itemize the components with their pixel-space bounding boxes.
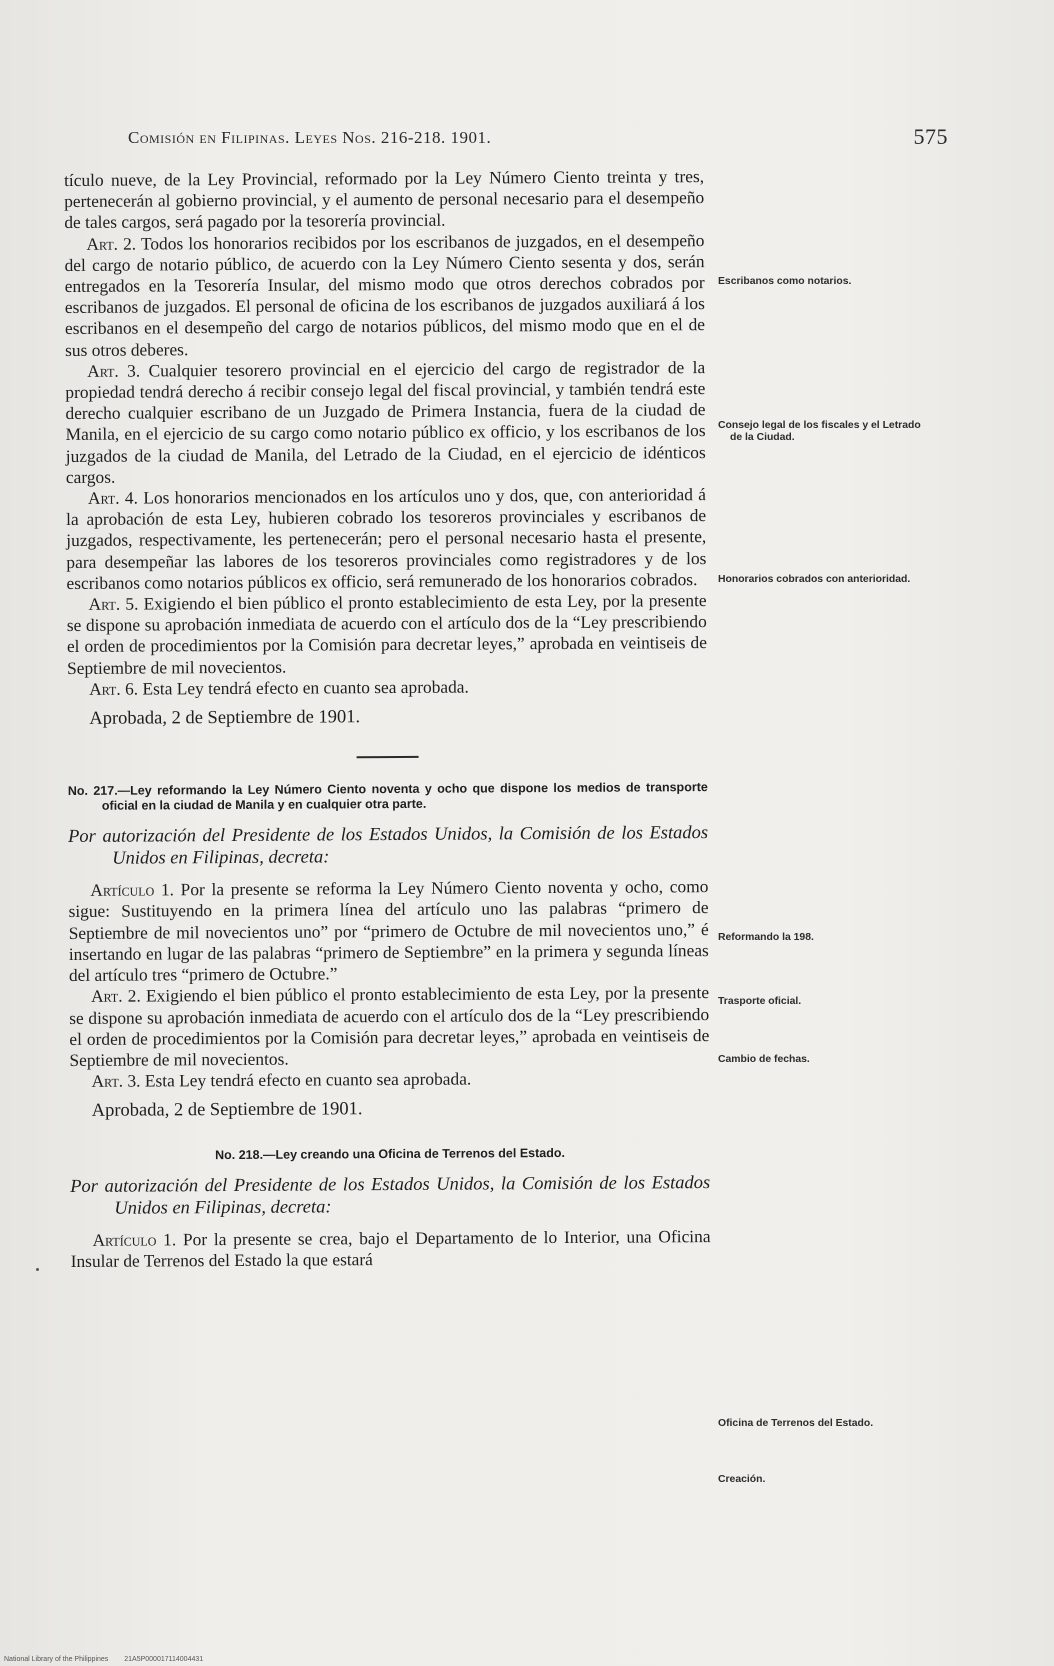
law216-art4 [66, 484, 707, 594]
law217-art2 [69, 982, 710, 1071]
law217-art1 [68, 876, 709, 986]
law218-heading: No. 218.—Ley creando una Oficina de Terrenos del Estado. [215, 1145, 565, 1162]
library-credit: National Library of the Philippines [4, 1656, 109, 1663]
margin-note: Escribanos como notarios. [718, 276, 852, 287]
law216-art6 [67, 675, 707, 700]
article-label: Artículo 1. [90, 879, 175, 901]
article-text: Por la presente se reforma la Ley Número Ciento noventa y ocho, como sigue: Sustituyendo en la primera línea del artículo uno las palabras “primero de Septiembre de mil novecientos uno” por “primero de Octubre de mil novecientos uno,” é insertando en lugar de las palabras “primero de Septiembre” en la primera y segunda líneas del artículo tres “primero de Octubre.” [68, 876, 709, 986]
page-number: 575 [913, 124, 948, 149]
law216-continuation: tículo nueve, de la Ley Provincial, reformado por la Ley Número Ciento treinta y tres, pertenecerán al gobierno provincial, y el aumento de personal necesario para el desempeño de tales cargos, será pagado por la tesorería provincial. [64, 166, 705, 233]
article-label: Art. 3. [87, 360, 141, 381]
law216-approved: Aprobada, 2 de Septiembre de 1901. [89, 707, 361, 729]
margin-note: Trasporte oficial. [718, 996, 802, 1007]
article-text: Los honorarios mencionados en los artículos uno y dos, que, con anterioridad á la aprobación de esta Ley, hubieren cobrado los tesoreros provinciales y escribanos de juzgados, respectivamente, les pertenecerán; pero el personal necesario hasta el presente, para desempeñar las labores de los tesoreros provinciales como registradores y de los escribanos como notarios públicos ex officio, será remunerado de los honorarios cobrados. [66, 484, 707, 593]
article-text: Cualquier tesorero provincial en el ejercicio del cargo de registrador de la propiedad tendrá derecho á recibir consejo legal del fiscal provincial, y también tendrá este derecho cualquier escribano de un Juzgado de Primera Instancia, fuera de la ciudad de Manila, en el ejercicio de su cargo como notario público ex officio, y los escribanos de los juzgados de la ciudad de Manila, del Letrado de la Ciudad, en el ejercicio de idénticos cargos. [65, 356, 706, 487]
law218-art1 [70, 1226, 710, 1272]
law217-art3 [70, 1067, 710, 1092]
article-label: Art. 2. [90, 985, 141, 1007]
margin-note: Creación. [718, 1474, 766, 1485]
law216-art2 [64, 230, 705, 361]
article-label: Art. 4. [87, 487, 138, 508]
article-text: Exigiendo el bien público el pronto establecimiento de esta Ley, por la presente se dispone su aprobación inmediata de acuerdo con el artículo dos de la “Ley prescribiendo el orden de procedimientos por la Comisión para decretar leyes,” aprobada en veintiseis de Septiembre de mil novecientos. [66, 590, 707, 678]
margin-note: Oficina de Terrenos del Estado. [718, 1418, 874, 1429]
law216-art5 [67, 590, 708, 679]
law217-authority: Por autorización del Presidente de los Estados Unidos, la Comisión de los Estados Unidos en Filipinas, decreta: [68, 823, 709, 869]
article-label: Art. 5. [88, 593, 139, 614]
section-divider [357, 756, 419, 758]
scan-footer [4, 1656, 217, 1663]
margin-note: Cambio de fechas. [718, 1054, 810, 1065]
main-text [64, 166, 711, 1272]
article-label: Art. 3. [91, 1070, 141, 1091]
article-text: Exigiendo el bien público el pronto establecimiento de esta Ley, por la presente se dispone su aprobación inmediata de acuerdo con el artículo dos de la “Ley prescribiendo el orden de procedimientos por la Comisión para decretar leyes,” aprobada en veintiseis de Septiembre de mil novecientos. [69, 982, 710, 1070]
article-text: Todos los honorarios recibidos por los escribanos de juzgados, en el desempeño del cargo de notario público, de acuerdo con la Ley Número Ciento sesenta y dos, serán entregados en la Tesorería Insular, del mismo modo que otros derechos cobrados por escribanos de juzgados. El personal de oficina de los escribanos de juzgados auxiliará á los escribanos en el desempeño del cargo de notarios públicos, del mismo modo que en el de sus otros deberes. [64, 229, 706, 360]
article-label: Art. 6. [89, 678, 139, 699]
law217-heading: No. 217.—Ley reformando la Ley Número Ciento noventa y ocho que dispone los medios de transporte oficial en la ciudad de Manila y en cualquier otra parte. [67, 780, 708, 814]
page-header [128, 124, 948, 154]
scan-code: 21A5P000017114004431 [124, 1656, 204, 1663]
article-label: Artículo 1. [92, 1228, 177, 1250]
article-text: Esta Ley tendrá efecto en cuanto sea aprobada. [142, 676, 469, 699]
margin-note: Reformando la 198. [718, 932, 814, 943]
margin-note: Honorarios cobrados con anterioridad. [718, 574, 911, 585]
law217-approved: Aprobada, 2 de Septiembre de 1901. [91, 1099, 363, 1122]
running-title: Comisión en Filipinas. Leyes Nos. 216-218. 1901. [128, 128, 492, 147]
margin-note: Consejo legal de los fiscales y el Letrado de la Ciudad. [718, 420, 921, 443]
law216-art3 [65, 357, 706, 488]
article-text: Esta Ley tendrá efecto en cuanto sea aprobada. [144, 1068, 472, 1091]
law218-authority: Por autorización del Presidente de los Estados Unidos, la Comisión de los Estados Unidos en Filipinas, decreta: [70, 1172, 711, 1219]
article-text: Por la presente se crea, bajo el Departamento de lo Interior, una Oficina Insular de Terrenos del Estado la que estará [70, 1225, 711, 1271]
article-label: Art. 2. [86, 233, 137, 254]
ink-speck [36, 1268, 39, 1271]
